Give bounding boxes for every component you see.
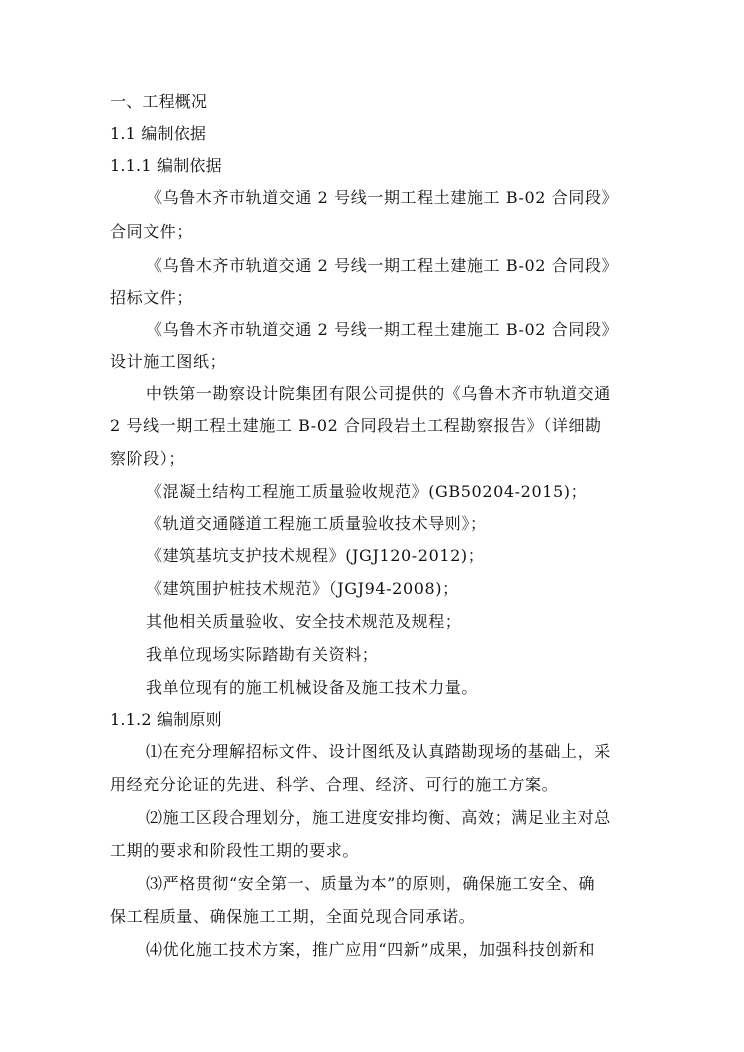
list-item: 我单位现有的施工机械设备及施工技术力量。 xyxy=(146,678,479,697)
paragraph-line: 保工程质量、确保施工工期，全面兑现合同承诺。 xyxy=(110,907,476,926)
paragraph-line: ⑵施工区段合理划分，施工进度安排均衡、高效；满足业主对总 xyxy=(146,808,611,827)
subsubsection-heading: 1.1.2 编制原则 xyxy=(110,710,222,729)
paragraph-line: 2 号线一期工程土建施工 B-02 合同段岩土工程勘察报告》（详细勘 xyxy=(110,416,602,435)
list-item: 我单位现场实际踏勘有关资料； xyxy=(146,645,379,664)
paragraph-line: 《乌鲁木齐市轨道交通 2 号线一期工程土建施工 B-02 合同段》 xyxy=(146,188,619,207)
paragraph-line: 招标文件； xyxy=(110,288,194,307)
paragraph-line: ⑶严格贯彻“安全第一、质量为本”的原则，确保施工安全、确 xyxy=(146,874,596,893)
paragraph-line: ⑷优化施工技术方案，推广应用“四新”成果，加强科技创新和 xyxy=(146,940,596,959)
section-heading: 一、工程概况 xyxy=(110,92,208,111)
paragraph-line: ⑴在充分理解招标文件、设计图纸及认真踏勘现场的基础上，采 xyxy=(146,742,611,761)
paragraph-line: 工期的要求和阶段性工期的要求。 xyxy=(110,841,360,860)
paragraph-line: 《乌鲁木齐市轨道交通 2 号线一期工程土建施工 B-02 合同段》 xyxy=(146,320,619,339)
paragraph-line: 《乌鲁木齐市轨道交通 2 号线一期工程土建施工 B-02 合同段》 xyxy=(146,256,619,275)
paragraph-line: 合同文件； xyxy=(110,222,194,241)
paragraph-line: 用经充分论证的先进、科学、合理、经济、可行的施工方案。 xyxy=(110,775,559,794)
paragraph-line: 察阶段）； xyxy=(110,449,186,468)
list-item: 《建筑基坑支护技术规程》(JGJ120-2012)； xyxy=(146,546,485,565)
list-item: 《建筑围护桩技术规范》（JGJ94-2008)； xyxy=(146,579,459,598)
list-item: 《混凝土结构工程施工质量验收规范》(GB50204-2015)； xyxy=(146,482,588,501)
paragraph-line: 设计施工图纸； xyxy=(110,352,227,371)
paragraph-line: 中铁第一勘察设计院集团有限公司提供的《乌鲁木齐市轨道交通 xyxy=(146,384,611,403)
list-item: 其他相关质量验收、安全技术规范及规程； xyxy=(146,612,462,631)
list-item: 《轨道交通隧道工程施工质量验收技术导则》； xyxy=(146,514,487,533)
subsection-heading: 1.1 编制依据 xyxy=(110,124,207,143)
subsubsection-heading: 1.1.1 编制依据 xyxy=(110,156,222,175)
